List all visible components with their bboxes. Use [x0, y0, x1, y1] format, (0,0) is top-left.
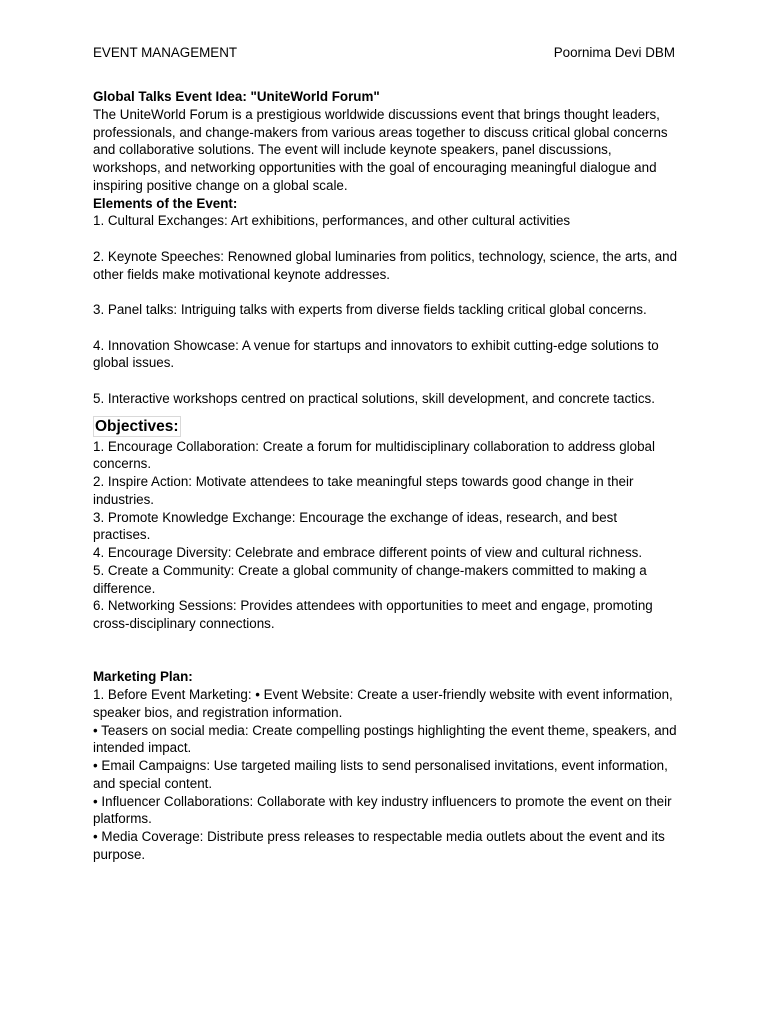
- document-body: [93, 88, 678, 864]
- marketing-item: 1. Before Event Marketing: • Event Website: Create a user-friendly website with event information, speaker bios, and registration information.: [93, 687, 673, 720]
- spacer: [93, 319, 678, 337]
- spacer: [93, 372, 678, 390]
- header-left-text: EVENT MANAGEMENT: [93, 45, 238, 60]
- spacer: [93, 230, 678, 248]
- objective-item: 5. Create a Community: Create a global community of change-makers committed to making a difference.: [93, 562, 647, 596]
- objectives-heading: Objectives:: [95, 417, 179, 435]
- element-item: 2. Keynote Speeches: Renowned global luminaries from politics, technology, science, the arts, and other fields make motivational keynote addresses.: [93, 248, 678, 282]
- objective-item: 4. Encourage Diversity: Celebrate and embrace different points of view and cultural richness.: [93, 545, 643, 560]
- elements-heading: Elements of the Event:: [93, 195, 238, 211]
- event-idea-title: Global Talks Event Idea: "UniteWorld Forum": [93, 89, 380, 104]
- event-description: The UniteWorld Forum is a prestigious worldwide discussions event that brings thought leaders, professionals, and change-makers from various areas together to discuss critical global concerns and collaborative solutions. The event will include keynote speakers, panel discussions, workshops, and networking opportunities with the goal of encouraging meaningful dialogue and inspiring positive change on a global scale.: [93, 106, 668, 193]
- element-item: 5. Interactive workshops centred on practical solutions, skill development, and concrete tactics.: [93, 390, 655, 406]
- marketing-item: • Teasers on social media: Create compelling postings highlighting the event theme, speakers, and intended impact.: [93, 722, 677, 756]
- element-item: 4. Innovation Showcase: A venue for startups and innovators to exhibit cutting-edge solutions to global issues.: [93, 337, 659, 371]
- spacer: [93, 283, 678, 301]
- marketing-item: • Email Campaigns: Use targeted mailing lists to send personalised invitations, event information, and special content.: [93, 758, 668, 791]
- marketing-item: • Influencer Collaborations: Collaborate with key industry influencers to promote the event on their platforms.: [93, 793, 672, 827]
- header-right-text: Poornima Devi DBM: [553, 45, 675, 60]
- objective-item: 1. Encourage Collaboration: Create a forum for multidisciplinary collaboration to address global concerns.: [93, 438, 655, 472]
- spacer: [93, 633, 678, 669]
- page-header: [93, 44, 675, 61]
- marketing-item: • Media Coverage: Distribute press releases to respectable media outlets about the event and its purpose.: [93, 829, 665, 862]
- objective-item: 3. Promote Knowledge Exchange: Encourage the exchange of ideas, research, and best practises.: [93, 509, 618, 543]
- objective-item: 6. Networking Sessions: Provides attendees with opportunities to meet and engage, promoting cross-disciplinary connections.: [93, 598, 653, 631]
- marketing-heading: Marketing Plan:: [93, 669, 193, 685]
- objective-item: 2. Inspire Action: Motivate attendees to take meaningful steps towards good change in their industries.: [93, 474, 634, 507]
- element-item: 1. Cultural Exchanges: Art exhibitions, performances, and other cultural activities: [93, 213, 571, 229]
- element-item: 3. Panel talks: Intriguing talks with experts from diverse fields tackling critical global concerns.: [93, 302, 647, 317]
